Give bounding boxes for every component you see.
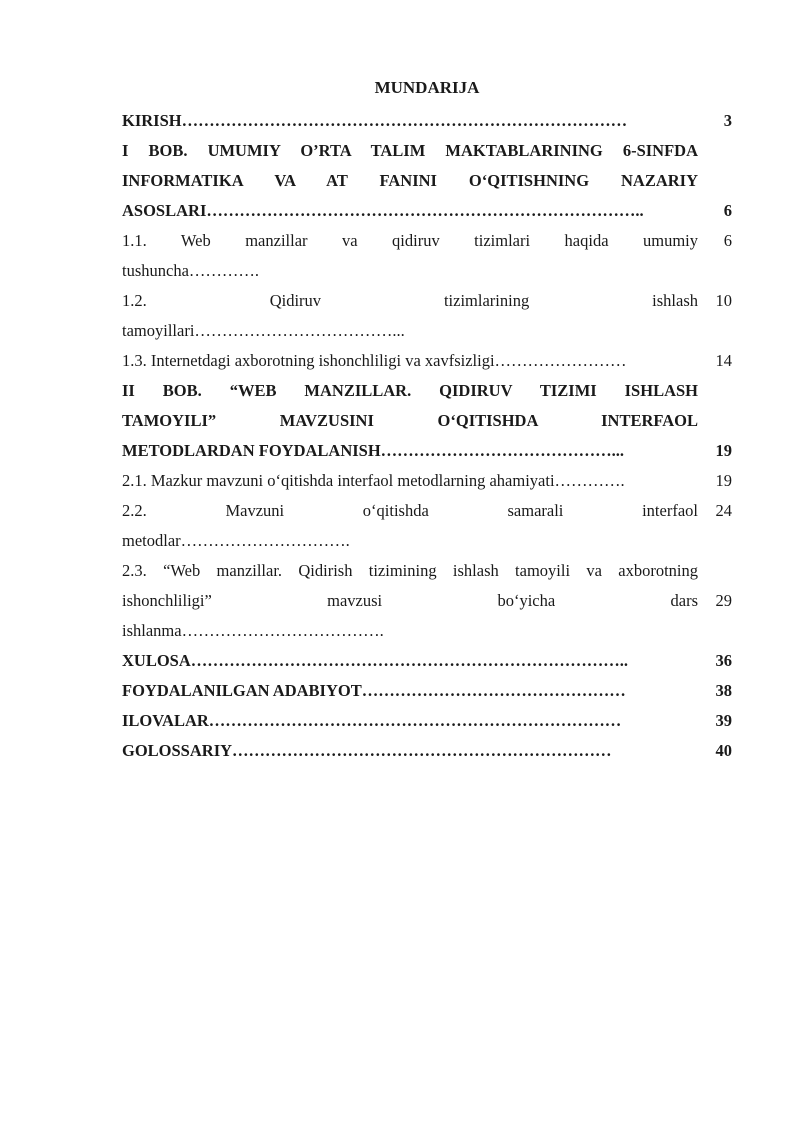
toc-entry-line: FOYDALANILGAN ADABIYOT………………………………………… <box>122 681 626 700</box>
toc-entry-line: GOLOSSARIY…………………………………………………………… <box>122 741 612 760</box>
toc-entry-title <box>122 676 698 706</box>
toc-entry-line: TAMOYILI” MAVZUSINI O‘QITISHDA INTERFAOL <box>122 411 698 430</box>
toc-entry-page-number: 10 <box>715 291 732 310</box>
toc-entry-title <box>122 346 698 376</box>
toc-entry-title <box>122 706 698 736</box>
table-of-contents <box>122 106 732 766</box>
toc-entry-page-number: 39 <box>715 711 732 730</box>
toc-entry-line: 1.2. Qidiruv tizimlarining ishlash <box>122 291 698 310</box>
toc-entry-page-number: 40 <box>715 741 732 760</box>
toc-entry-line: KIRISH……………………………………………………………………… <box>122 111 628 130</box>
toc-entry-line: 1.3. Internetdagi axborotning ishonchliligi va xavfsizligi…………………… <box>122 351 627 370</box>
toc-entry-line: 2.3. “Web manzillar. Qidirish tizimining ishlash tamoyili va axborotning <box>122 561 698 580</box>
toc-entry-s23[interactable] <box>122 556 732 646</box>
toc-entry-line: metodlar…………………………. <box>122 531 350 550</box>
toc-entry-ilovalar[interactable] <box>122 706 732 736</box>
toc-entry-title <box>122 226 698 286</box>
toc-entry-line: tamoyillari………………………………... <box>122 321 405 340</box>
toc-entry-title <box>122 496 698 556</box>
toc-entry-s21[interactable] <box>122 466 732 496</box>
toc-entry-bob1[interactable] <box>122 136 732 226</box>
toc-entry-page-number: 29 <box>715 591 732 610</box>
toc-entry-line: XULOSA…………………………………………………………………….. <box>122 651 629 670</box>
toc-entry-s22[interactable] <box>122 496 732 556</box>
toc-entry-xulosa[interactable] <box>122 646 732 676</box>
page-title: MUNDARIJA <box>374 78 480 97</box>
toc-entry-s11[interactable] <box>122 226 732 286</box>
toc-entry-line: ILOVALAR………………………………………………………………… <box>122 711 622 730</box>
toc-entry-page-number: 6 <box>723 231 732 250</box>
toc-entry-line: INFORMATIKA VA AT FANINI O‘QITISHNING NAZARIY <box>122 171 698 190</box>
toc-entry-page-number: 6 <box>723 201 732 220</box>
toc-entry-line: 2.1. Mazkur mavzuni o‘qitishda interfaol metodlarning ahamiyati…………. <box>122 471 625 490</box>
toc-entry-s12[interactable] <box>122 286 732 346</box>
toc-entry-title <box>122 136 698 226</box>
toc-entry-adabiyot[interactable] <box>122 676 732 706</box>
toc-entry-line: ASOSLARI…………………………………………………………………….. <box>122 201 644 220</box>
toc-entry-line: I BOB. UMUMIY O’RTA TALIM MAKTABLARINING 6-SINFDA <box>122 141 698 160</box>
toc-entry-page-number: 19 <box>715 471 732 490</box>
toc-entry-title <box>122 556 698 646</box>
toc-entry-bob2[interactable] <box>122 376 732 466</box>
toc-entry-line: 1.1. Web manzillar va qidiruv tizimlari haqida umumiy <box>122 231 698 250</box>
toc-entry-line: ishonchliligi” mavzusi bo‘yicha dars <box>122 591 698 610</box>
toc-entry-title <box>122 736 698 766</box>
toc-entry-line: 2.2. Mavzuni o‘qitishda samarali interfaol <box>122 501 698 520</box>
toc-entry-kirish[interactable] <box>122 106 732 136</box>
toc-entry-s13[interactable] <box>122 346 732 376</box>
toc-entry-page-number: 36 <box>715 651 732 670</box>
document-page <box>122 74 732 766</box>
toc-entry-line: METODLARDAN FOYDALANISH……………………………………... <box>122 441 625 460</box>
toc-entry-page-number: 3 <box>723 111 732 130</box>
toc-entry-title <box>122 466 698 496</box>
toc-entry-line: ishlanma………………………………. <box>122 621 384 640</box>
toc-entry-line: tushuncha…………. <box>122 261 260 280</box>
toc-entry-page-number: 14 <box>715 351 732 370</box>
toc-entry-page-number: 19 <box>715 441 732 460</box>
toc-entry-golossariy[interactable] <box>122 736 732 766</box>
toc-entry-page-number: 24 <box>715 501 732 520</box>
toc-entry-title <box>122 106 698 136</box>
toc-entry-title <box>122 646 698 676</box>
toc-entry-title <box>122 376 698 466</box>
toc-entry-line: II BOB. “WEB MANZILLAR. QIDIRUV TIZIMI ISHLASH <box>122 381 698 400</box>
toc-entry-page-number: 38 <box>715 681 732 700</box>
toc-entry-title <box>122 286 698 346</box>
